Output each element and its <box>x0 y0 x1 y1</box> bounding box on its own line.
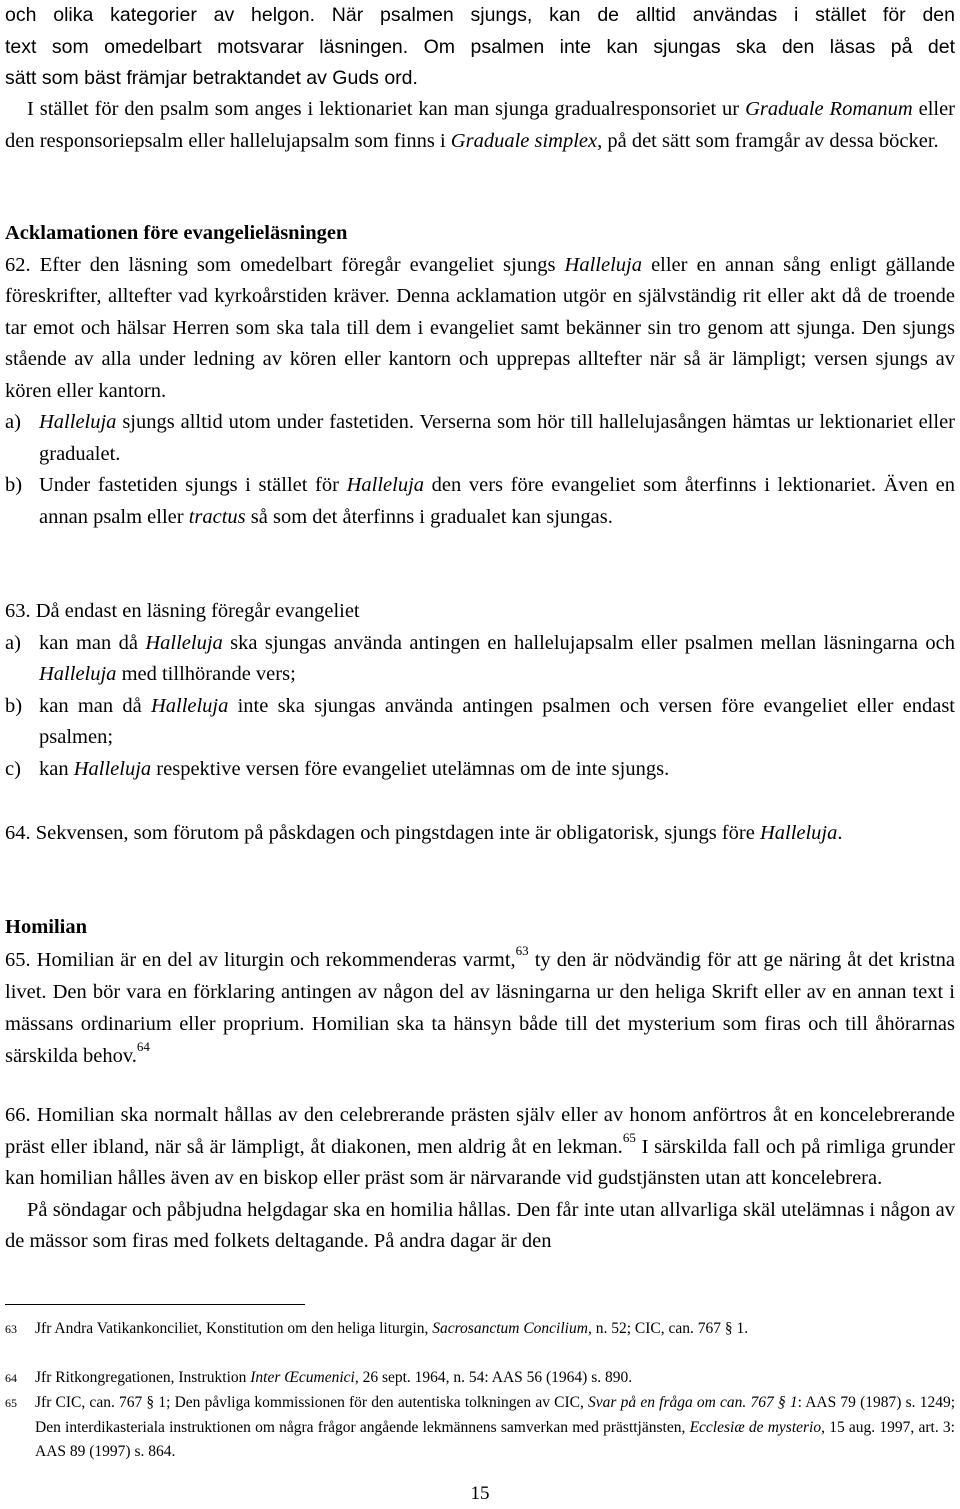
paragraph-65: 65. Homilian är en del av liturgin och rekommenderas varmt,$^{63}$ ty den är nödvändig för att ge näring åt det kristna livet. Den bör vara en förklaring antingen av någon del av läsningarna ur den heliga Skrift eller av en annan text i mässans ordinarium eller proprium. Homilian ska ta hänsyn både till det mysterium som firas och till åhörarnas särskilda behov.$^{64}$ <box>5 942 955 1067</box>
section-heading: Homilian <box>5 916 88 938</box>
paragraph-66-continuation: På söndagar och påbjudna helgdagar ska en homilia hållas. Den får inte utan allvarliga skäl utelämnas i någon av de mässor som firas med folkets deltagande. På andra dagar är den <box>5 1198 955 1252</box>
list-item-a: a) Halleluja sjungs alltid utom under fastetiden. Verserna som hör till hallelujasången hämtas ur lektionariet eller gradualet. <box>5 411 955 465</box>
footnote-65: 65 Jfr CIC, can. 767 § 1; Den påvliga kommissionen för den autentiska tolkningen av CIC, Svar på en fråga om can. 767 § 1: AAS 79 (1987) s. 1249; Den interdikasteriala instruktionen om några frågor angående lekmännens samverkan med prästtjänsten, Ecclesiæ de mysterio, 15 aug. 1997, art. 3: AAS 89 (1997) s. 864. <box>5 1394 956 1460</box>
intro-line-1: och olika kategorier av helgon. När psalmen sjungs, kan de alltid användas i stället för den <box>5 4 955 26</box>
paragraph-62: 62. Efter den läsning som omedelbart föregår evangeliet sjungs Halleluja eller en annan sång enligt gällande föreskrifter, alltefter vad kyrkoårstiden kräver. Denna acklamation utgör en självständig rit eller akt då de troende tar emot och hälsar Herren som ska tala till dem i evangeliet samt bekänner sin tro genom att sjunga. Den sjungs stående av alla under ledning av kören eller kantorn och upprepas alltefter när så är lämpligt; versen sjungs av kören eller kantorn. <box>5 253 955 402</box>
acclamation-section <box>5 218 955 533</box>
list-item-63c: c) kan Halleluja respektive versen före evangeliet utelämnas om de inte sjungs. <box>5 757 670 780</box>
paragraph-63 <box>5 596 955 785</box>
intro-paragraph <box>5 0 955 95</box>
footnote-ref[interactable]: 64 <box>136 1038 150 1054</box>
footnote-separator <box>5 1304 305 1305</box>
list-item-63b: b) kan man då Halleluja inte ska sjungas använda antingen psalmen och versen före evangeliet eller endast psalmen; <box>5 694 955 748</box>
list-item-b: b) Under fastetiden sjungs i stället för Halleluja den vers före evangeliet som återfinns i lektionariet. Även en annan psalm eller tractus så som det återfinns i gradualet kan sjungas. <box>5 474 955 528</box>
paragraph-66: 66. Homilian ska normalt hållas av den celebrerande prästen själv eller av honom anförtros åt en koncelebrerande präst eller ibland, när så är lämpligt, åt diakonen, men aldrig åt en lekman.$^{65}$ I särskilda fall och på rimliga grunder kan homilian hålles även av en biskop eller präst som är närvarande vid gudstjänsten utan att koncelebrera. På söndagar och påbjudna helgdagar ska en homilia hållas. Den får inte utan allvarliga skäl utelämnas i någon av de mässor som firas med folkets deltagande. På andra dagar är den <box>5 1100 955 1258</box>
footnote-63: 63 Jfr Andra Vatikankonciliet, Konstitution om den heliga liturgin, Sacrosanctum Concilium, n. 52; CIC, can. 767 § 1. <box>5 1320 749 1337</box>
paragraph-64: 64. Sekvensen, som förutom på påskdagen och pingstdagen inte är obligatorisk, sjungs före Halleluja. <box>5 822 843 844</box>
footnote-ref[interactable]: 63 <box>515 942 529 958</box>
footnote-ref[interactable]: 65 <box>622 1129 636 1145</box>
homily-section <box>5 912 955 1072</box>
paragraph-63-lead: 63. Då endast en läsning föregår evangeliet <box>5 600 360 622</box>
graduale-paragraph: I stället för den psalm som anges i lektionariet kan man sjunga gradualresponsoriet ur Graduale Romanum eller den responsoriepsalm eller hallelujapsalm som finns i Graduale simplex, på det sätt som framgår av dessa böcker. <box>5 98 956 152</box>
intro-line-3: sätt som bäst främjar betraktandet av Guds ord. <box>5 67 418 89</box>
list-item-63a: a) kan man då Halleluja ska sjungas använda antingen en hallelujapsalm eller psalmen mellan läsningarna och Halleluja med tillhörande vers; <box>5 631 955 685</box>
intro-line-2: text som omedelbart motsvarar läsningen. Om psalmen inte kan sjungas ska den läsas på det <box>5 35 955 58</box>
section-heading: Acklamationen före evangelieläsningen <box>5 222 348 244</box>
page-number: 15 <box>470 1483 490 1504</box>
footnote-64: 64 Jfr Ritkongregationen, Instruktion Inter Œcumenici, 26 sept. 1964, n. 54: AAS 56 (1964) s. 890. <box>5 1369 633 1386</box>
